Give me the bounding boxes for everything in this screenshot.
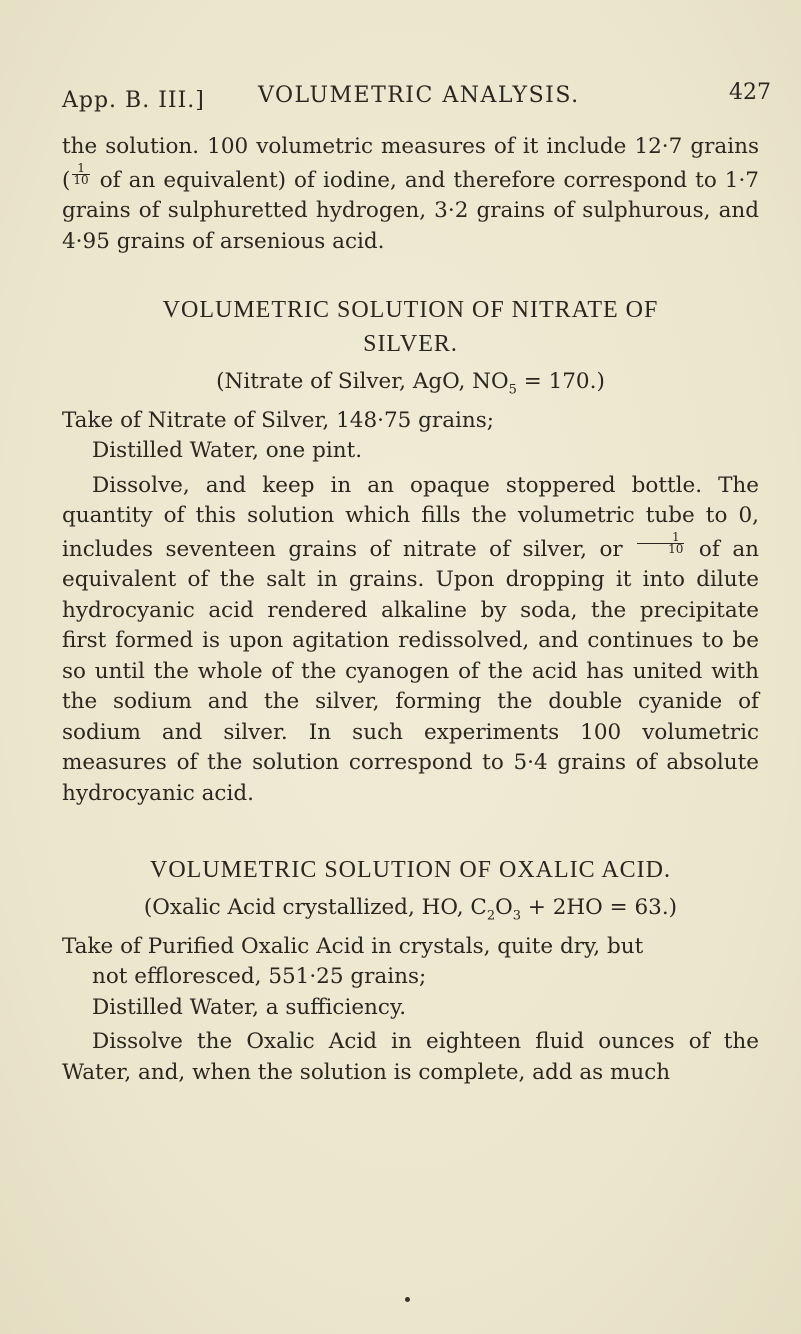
- formula-oxalic-part2: + 2HO = 63.): [521, 895, 678, 920]
- formula-oxalic-subscript2: 3: [512, 908, 522, 924]
- fraction-denominator: 10: [668, 541, 684, 556]
- silver-paragraph: [62, 471, 759, 810]
- ingredients-oxalic: [62, 932, 759, 1024]
- page-body: [62, 132, 759, 1088]
- ingredient-silver-nitrate: Take of Nitrate of Silver, 148·75 grains;: [62, 407, 495, 433]
- fraction-one-tenth: [72, 160, 89, 187]
- ingredient-distilled-water: Distilled Water, a sufficiency.: [92, 994, 407, 1020]
- formula-oxalic-mid: O: [495, 895, 513, 920]
- formula-oxalic-subscript1: 2: [486, 908, 496, 924]
- silver-text-part1: Dissolve, and keep in an opaque stoppered bottle. The quantity of this solution which fills the volumetric tube to 0, includes seventeen grains of nitrate of silver, or: [62, 472, 759, 562]
- running-title: VOLUMETRIC ANALYSIS.: [258, 83, 580, 108]
- oxalic-paragraph: Dissolve the Oxalic Acid in eighteen fluid ounces of the Water, and, when the solution is complete, add as much: [62, 1029, 759, 1085]
- formula-silver-part2: = 170.): [516, 369, 605, 394]
- section-title-oxalic: VOLUMETRIC SOLUTION OF OXALIC ACID.: [150, 857, 671, 883]
- ingredient-oxalic-acid: Take of Purified Oxalic Acid in crystals, quite dry, but: [62, 933, 644, 959]
- fraction-denominator: 10: [73, 172, 89, 187]
- ingredients-silver: [62, 406, 759, 467]
- formula-silver: [62, 367, 759, 398]
- section-title-silver-line2: SILVER.: [363, 331, 458, 357]
- ink-dot: [405, 1297, 410, 1302]
- ingredient-oxalic-acid-continued: not effloresced, 551·25 grains;: [92, 964, 427, 989]
- fraction-numerator: 1: [637, 532, 684, 544]
- formula-oxalic-part1: (Oxalic Acid crystallized, HO, C: [143, 895, 487, 920]
- page-number: 427: [729, 80, 771, 105]
- fraction-numerator: 1: [72, 163, 89, 175]
- intro-paragraph: [62, 132, 759, 257]
- formula-silver-subscript: 5: [508, 382, 517, 398]
- appendix-reference: App. B. III.]: [62, 88, 205, 113]
- formula-silver-part1: (Nitrate of Silver, AgO, NO: [216, 369, 509, 394]
- section-title-silver: [62, 293, 759, 361]
- section-title-silver-line1: VOLUMETRIC SOLUTION OF NITRATE OF: [162, 297, 659, 323]
- ingredient-distilled-water: Distilled Water, one pint.: [92, 438, 363, 463]
- intro-text-part2: of an equivalent) of iodine, and therefore correspond to 1·7 grains of sulphuretted hydrogen, 3·2 grains of sulphurous, and 4·95 grains of arsenious acid.: [62, 167, 759, 254]
- intro-text-part1: the solution. 100 volumetric measures of it include 12·7 grains (: [62, 134, 759, 193]
- fraction-one-tenth: [637, 529, 684, 556]
- page-header: [62, 80, 771, 120]
- formula-oxalic: [62, 893, 759, 924]
- silver-text-part2: of an equivalent of the salt in grains. Upon dropping it into dilute hydrocyanic acid rendered alkaline by soda, the precipitate first formed is upon agitation redissolved, and continues to be so until the whole of the cyanogen of the acid has united with the sodium and the silver, forming the double cyanide of sodium and silver. In such experiments 100 volumetric measures of the solution correspond to 5·4 grains of absolute hydrocyanic acid.: [62, 536, 759, 806]
